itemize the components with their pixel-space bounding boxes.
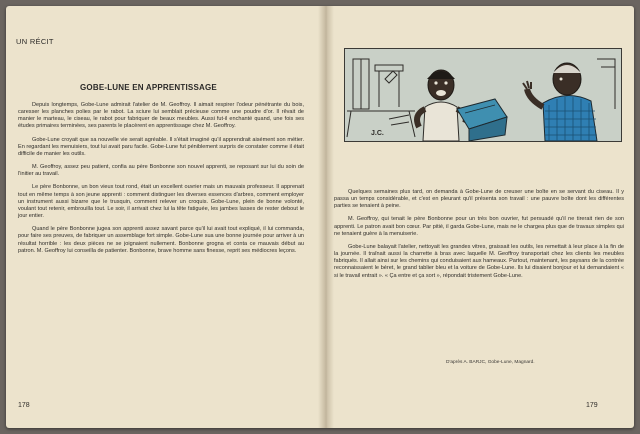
section-header: UN RÉCIT bbox=[16, 37, 54, 46]
paragraph: Quand le père Bonbonne jugea son apprenti assez savant parce qu'il lui avait tout expliqué, il lui commanda, pour faire ses preuves, de fabriquer un assemblage fort simple. Gobe-Lune sua une bonne journée pour arriver à un résultat horrible : les deux pièces ne se joignaient nullement. Bonbonne grogna et conta ce mauvais début au patron. M. Geoffroy lui conseilla de patienter. Bonbonne, brave homme sans finesse, reprit ses médiocres leçons. bbox=[18, 226, 304, 254]
left-page bbox=[6, 6, 324, 428]
paragraph: Quelques semaines plus tard, on demanda à Gobe-Lune de creuser une boîte en se servant du ciseau. Il y passa un temps considérable, et c'est en pleurant qu'il présenta son travail : une pauvre boîte dont les différentes parties se tenaient à peine. bbox=[334, 189, 624, 210]
workshop-illustration bbox=[344, 48, 622, 142]
illustration-drawing bbox=[345, 49, 621, 141]
paragraph: Gobe-Lune croyait que sa nouvelle vie serait agréable. Il s'était imaginé qu'il apprendrait aisément son métier. En regardant les menuisiers, tout lui avait paru facile. Gobe-Lune fut péniblement surpris de constater comme il était difficile de manier les outils. bbox=[18, 136, 304, 157]
paragraph: Depuis longtemps, Gobe-Lune admirait l'atelier de M. Geoffroy. Il aimait respirer l'odeur pénétrante du bois, caresser les planches polies par le rabot. La sciure lui semblait précieuse comme une poudre d'or. Il rêvait de manier le marteau, le ciseau, le rabot pour fabriquer de beaux meubles. Aussi fut-il enchanté quand, une fois ses études primaires terminées, ses parents le placèrent en apprentissage chez M. Geoffroy. bbox=[18, 102, 304, 130]
illustration-signature: J.C. bbox=[371, 130, 384, 137]
right-text-column bbox=[334, 189, 624, 286]
left-text-column bbox=[18, 102, 304, 261]
source-attribution: D'après A. BARJC, Gobe-Lune, Magnard. bbox=[446, 360, 535, 365]
right-page bbox=[328, 6, 634, 428]
open-book bbox=[6, 6, 634, 428]
paragraph: Gobe-Lune balayait l'atelier, nettoyait les grandes vitres, graissait les outils, les remettait à leur place à la fin de la journée. Il traînait aussi la charrette à bras avec laquelle M. Geoffroy transportait chez les clients les meubles fabriqués. Il allait ainsi sur les chemins qui conduisaient aux hameaux. Partout, maintenant, les paysans de la contrée reconnaissaient le béret, le grand tablier bleu et la voiture de Gobe-Lune. Ils lui disaient bonjour et lui demandaient « si le travail entrait ». « Ça entre et ça sort », répondait tristement Gobe-Lune. bbox=[334, 243, 624, 279]
paragraph: M. Geoffroy, qui tenait le père Bonbonne pour un très bon ouvrier, fut persuadé qu'il ne tirerait rien de son apprenti. Le patron avait bon cœur. Par pitié, il garda Gobe-Lune, mais ne le chargea plus que de travaux simples qui ne tenaient guère à la menuiserie. bbox=[334, 216, 624, 237]
page-number-right: 179 bbox=[586, 402, 598, 409]
paragraph: M. Geoffroy, assez peu patient, confia au père Bonbonne son nouvel apprenti, se reposant sur lui du soin de l'initier au travail. bbox=[18, 164, 304, 178]
chapter-title: GOBE-LUNE EN APPRENTISSAGE bbox=[80, 83, 217, 92]
paragraph: Le père Bonbonne, un bon vieux tout rond, était un excellent ouvrier mais un mauvais professeur. Il apprenait tout en même temps à son jeune apprenti : comment distinguer les diverses essences d'arbres, comment employer un instrument aussi bizarre que le trusquin, comment relever un croquis. Gobe-Lune, plein de bonne volonté, voulant tout retenir, embrouilla tout. Le soir, il arrivait chez lui la tête fatiguée, les jambes lasses de rester debout le jour entier. bbox=[18, 184, 304, 220]
page-number-left: 178 bbox=[18, 402, 30, 409]
